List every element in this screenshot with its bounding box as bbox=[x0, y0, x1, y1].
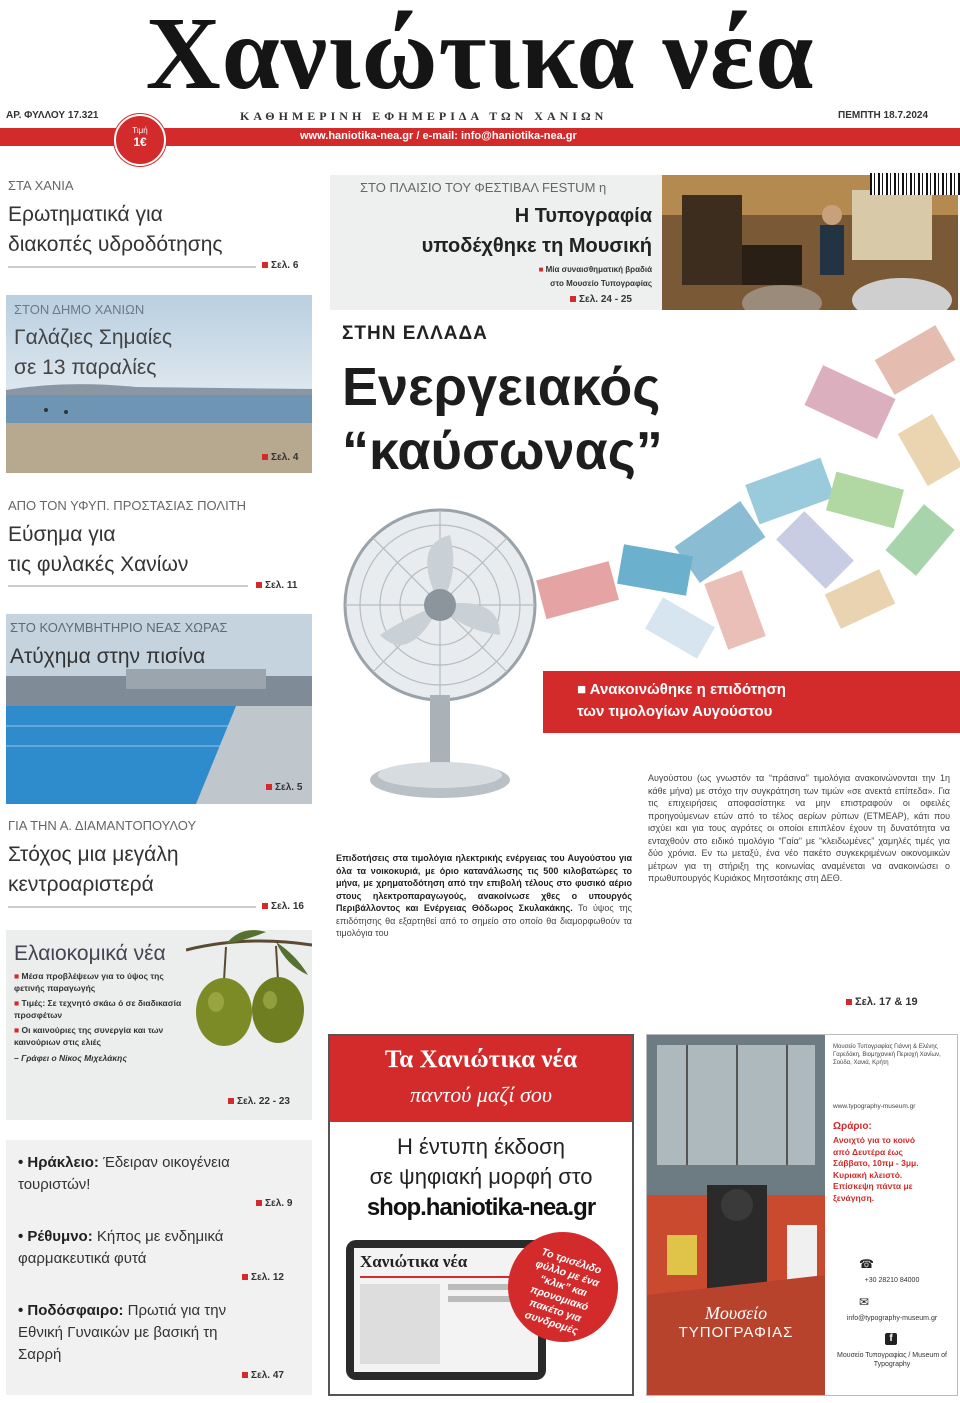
page-ref: Σελ. 17 & 19 bbox=[846, 996, 918, 1008]
museum-ad[interactable] bbox=[646, 1034, 958, 1396]
story-kicker: ΣΤΟ ΚΟΛΥΜΒΗΤΗΡΙΟ ΝΕΑΣ ΧΩΡΑΣ bbox=[10, 620, 228, 635]
page-ref: Σελ. 4 bbox=[262, 452, 298, 463]
festival-sub: ■ Μία συναισθηματική βραδιά στο Μουσείο Τυπογραφίας bbox=[538, 265, 652, 288]
shop-ad-header bbox=[330, 1036, 632, 1122]
museum-address: Μουσείο Τυπογραφίας Γιάννη & Ελένης Γαρεδάκη, Βιομηχανική Περιοχή Χανίων, Σούδα, Χανιά, Κρήτη bbox=[833, 1044, 941, 1066]
lead-subhead-band bbox=[543, 671, 960, 733]
page-ref: Σελ. 9 bbox=[256, 1198, 292, 1209]
shop-ad-badge: Το τρισέλιδο φύλλο με ένα “κλικ” και προνομιακό πακέτο για συνδρομές bbox=[494, 1218, 633, 1357]
page-ref: Σελ. 11 bbox=[256, 580, 297, 591]
page-ref: Σελ. 6 bbox=[262, 260, 298, 271]
museum-facebook[interactable]: Μουσείο Τυπογραφίας / Museum of Typography bbox=[837, 1352, 947, 1368]
divider bbox=[8, 906, 256, 908]
olive-news-box[interactable] bbox=[6, 930, 312, 1120]
olive-bullets: ■ Μέσα προβλέψεων για το ύψος της φετινής παραγωγής ■ Τιμές: Σε τεχνητό σκάω ό σε διαδικασία προσφέτων ■ Οι καινούριες της συνεργία και των καινούριων στις ελιές – Γράφει ο Νίκος Μιχελάκης bbox=[14, 971, 182, 1063]
festival-kicker: ΣΤΟ ΠΛΑΙΣΙΟ ΤΟΥ ΦΕΣΤΙΒΑΛ FESTUM η bbox=[360, 180, 607, 195]
divider bbox=[8, 585, 248, 587]
museum-photo bbox=[647, 1035, 825, 1395]
festival-story[interactable] bbox=[330, 175, 958, 310]
divider bbox=[8, 266, 256, 268]
device-masthead: Χανιώτικα νέα bbox=[360, 1252, 468, 1271]
phone-icon: ☎ bbox=[859, 1257, 874, 1271]
headline-line: διακοπές υδροδότησης bbox=[8, 233, 223, 256]
beach-photo bbox=[6, 295, 312, 473]
shop-ad[interactable] bbox=[328, 1034, 634, 1396]
barcode bbox=[870, 173, 960, 195]
headline-line: Γαλάζιες Σημαίες bbox=[14, 326, 172, 349]
headline-line: Ατύχημα στην πισίνα bbox=[10, 645, 206, 668]
shop-ad-brand: Τα Χανιώτικα νέα bbox=[384, 1046, 578, 1073]
price-label: Τιμή bbox=[132, 126, 148, 135]
story-kicker: ΑΠΟ ΤΟΝ ΥΦΥΠ. ΠΡΟΣΤΑΣΙΑΣ ΠΟΛΙΤΗ bbox=[8, 498, 247, 513]
lead-body-col1: Επιδοτήσεις στα τιμολόγια ηλεκτρικής ενέργειας του Αυγούστου για όλα τα νοικοκυριά, με όριο κατανάλωσης τις 500 κιλοβατώρες το μήνα, με χρηματοδότηση από την επιβολή τέλους στο φυσικό αέριο στους ηλεκτροπαραγωγούς, ανακοίνωσε χθες ο υπουργός Περιβάλλοντος και Ενέργειας Θόδωρος Σκυλακάκης. Το ύψος της επιδότησης θα εξαρτηθεί από το σημείο στο οποίο θα διαμορφωθούν τα τιμολόγια του bbox=[336, 853, 633, 938]
newspaper-title: Χανιώτικα νέα bbox=[145, 0, 815, 111]
headline-line: Εύσημα για bbox=[8, 523, 116, 546]
page-ref: Σελ. 5 bbox=[266, 782, 302, 793]
facebook-icon[interactable]: f bbox=[885, 1333, 897, 1345]
page-ref: Σελ. 12 bbox=[242, 1272, 284, 1283]
lead-headline[interactable]: Ενεργειακός “καύσωνας” bbox=[342, 357, 663, 481]
museum-hours-title: Ωράριο: bbox=[833, 1121, 872, 1132]
museum-phone[interactable]: +30 28210 84000 bbox=[864, 1277, 920, 1284]
festival-headline: Η Τυπογραφία υποδέχθηκε τη Μουσική bbox=[421, 205, 652, 257]
briefs-box bbox=[6, 1140, 312, 1395]
story-headline[interactable] bbox=[14, 323, 172, 383]
story-kicker: ΣΤΑ ΧΑΝΙΑ bbox=[8, 178, 74, 193]
story-kicker: ΓΙΑ ΤΗΝ Α. ΔΙΑΜΑΝΤΟΠΟΥΛΟΥ bbox=[8, 818, 197, 833]
brief-item[interactable]: • Ηράκλειο: Έδειραν οικογένεια τουριστών! bbox=[18, 1154, 230, 1193]
brief-item[interactable]: • Ρέθυμνο: Κήπος με ενδημικά φαρμακευτικά φυτά bbox=[18, 1228, 224, 1267]
page-ref: Σελ. 22 - 23 bbox=[228, 1096, 290, 1107]
date: ΠΕΜΠΤΗ 18.7.2024 bbox=[838, 110, 929, 121]
shop-ad-text: Η έντυπη έκδοση σε ψηφιακή μορφή στο bbox=[369, 1134, 593, 1189]
page-ref: Σελ. 47 bbox=[242, 1370, 284, 1381]
email-icon: ✉ bbox=[859, 1295, 870, 1309]
banknotes-illustration bbox=[500, 320, 960, 670]
shop-ad-slogan: παντού μαζί σου bbox=[410, 1082, 552, 1107]
museum-hours: Ανοιχτό για το κοινό από Δευτέρα έως Σάββατο, 10πμ - 3μμ. Κυριακή κλειστό. Επίσκεψη πάντα με ξενάγηση. bbox=[833, 1135, 919, 1203]
museum-logo: Μουσείο ΤΥΠΟΓΡΑΦΙΑΣ bbox=[678, 1303, 794, 1341]
masthead bbox=[0, 0, 960, 150]
story-kicker: ΣΤΟΝ ΔΗΜΟ ΧΑΝΙΩΝ bbox=[14, 302, 145, 317]
museum-email[interactable]: info@typography-museum.gr bbox=[846, 1315, 938, 1322]
lead-body-col2: Αυγούστου (ως γνωστόν τα “πράσινα” τιμολόγια ανακοινώνονται την 1η κάθε μήνα) με στόχο την συγκράτηση των τιμών «σε ανεκτά επίπεδα». Για τις επιχειρήσεις αποφασίστηκε να μην επιστραφούν οι οφειλές προηγούμενων ετών από το τέλος αερίων ρύπων (ΕΤΜΕΑΡ), κάτι που ισχύει και για τους αγρότες οι οποίοι επιπλέον έχουν τη δυνατότητα να ενταχθούν στο ειδικό τιμολόγιο “Γαία” με “κλειδωμένες” χαμηλές τιμές για δύο χρόνια. Εν τω μεταξύ, ένα νέο πακέτο συγκεκριμένων οικονομικών μέτρων για τη στήριξη της κοινωνίας αναμένεται να ανακοινώσει ο πρωθυπουργός Κυριάκος Μητσοτάκης στη ΔΕΘ. bbox=[648, 773, 950, 883]
headline-line: τις φυλακές Χανίων bbox=[8, 553, 189, 576]
issue-number: ΑΡ. ΦΥΛΛΟΥ 17.321 bbox=[6, 110, 99, 121]
headline-line: Ερωτηματικά για bbox=[8, 203, 163, 226]
fan-illustration bbox=[330, 505, 560, 815]
tagline: ΚΑΘΗΜΕΡΙΝΗ ΕΦΗΜΕΡΙΔΑ ΤΩΝ ΧΑΝΙΩΝ bbox=[240, 109, 608, 123]
story-headline[interactable] bbox=[8, 840, 179, 900]
price-value: 1€ bbox=[133, 135, 147, 149]
headline-line: σε 13 παραλίες bbox=[14, 356, 157, 379]
olive-title: Ελαιοκομικά νέα bbox=[14, 942, 166, 965]
page-ref: Σελ. 24 - 25 bbox=[570, 294, 632, 305]
headline-line: Στόχος μια μεγάλη bbox=[8, 843, 179, 866]
festival-photo bbox=[662, 175, 958, 310]
website-email[interactable]: www.haniotika-nea.gr / e-mail: info@haniotika-nea.gr bbox=[300, 130, 577, 142]
lead-kicker: ΣΤΗΝ ΕΛΛΑΔΑ bbox=[342, 323, 488, 344]
page-ref: Σελ. 16 bbox=[262, 901, 304, 912]
story-headline[interactable] bbox=[8, 520, 188, 580]
story-headline[interactable] bbox=[10, 642, 205, 672]
brief-item[interactable]: • Ποδόσφαιρο: Πρωτιά για την Εθνική Γυναικών με βασική τη Σαρρή bbox=[18, 1302, 227, 1363]
olives-icon bbox=[186, 930, 312, 1060]
museum-web[interactable]: www.typography-museum.gr bbox=[833, 1103, 916, 1110]
shop-ad-url[interactable]: shop.haniotika-nea.gr bbox=[366, 1194, 596, 1221]
headline-line: κεντροαριστερά bbox=[8, 873, 154, 896]
lead-subhead: ■ Ανακοινώθηκε η επιδότηση των τιμολογίων Αυγούστου bbox=[577, 681, 786, 720]
price-badge bbox=[114, 114, 166, 166]
story-headline[interactable] bbox=[8, 200, 223, 260]
